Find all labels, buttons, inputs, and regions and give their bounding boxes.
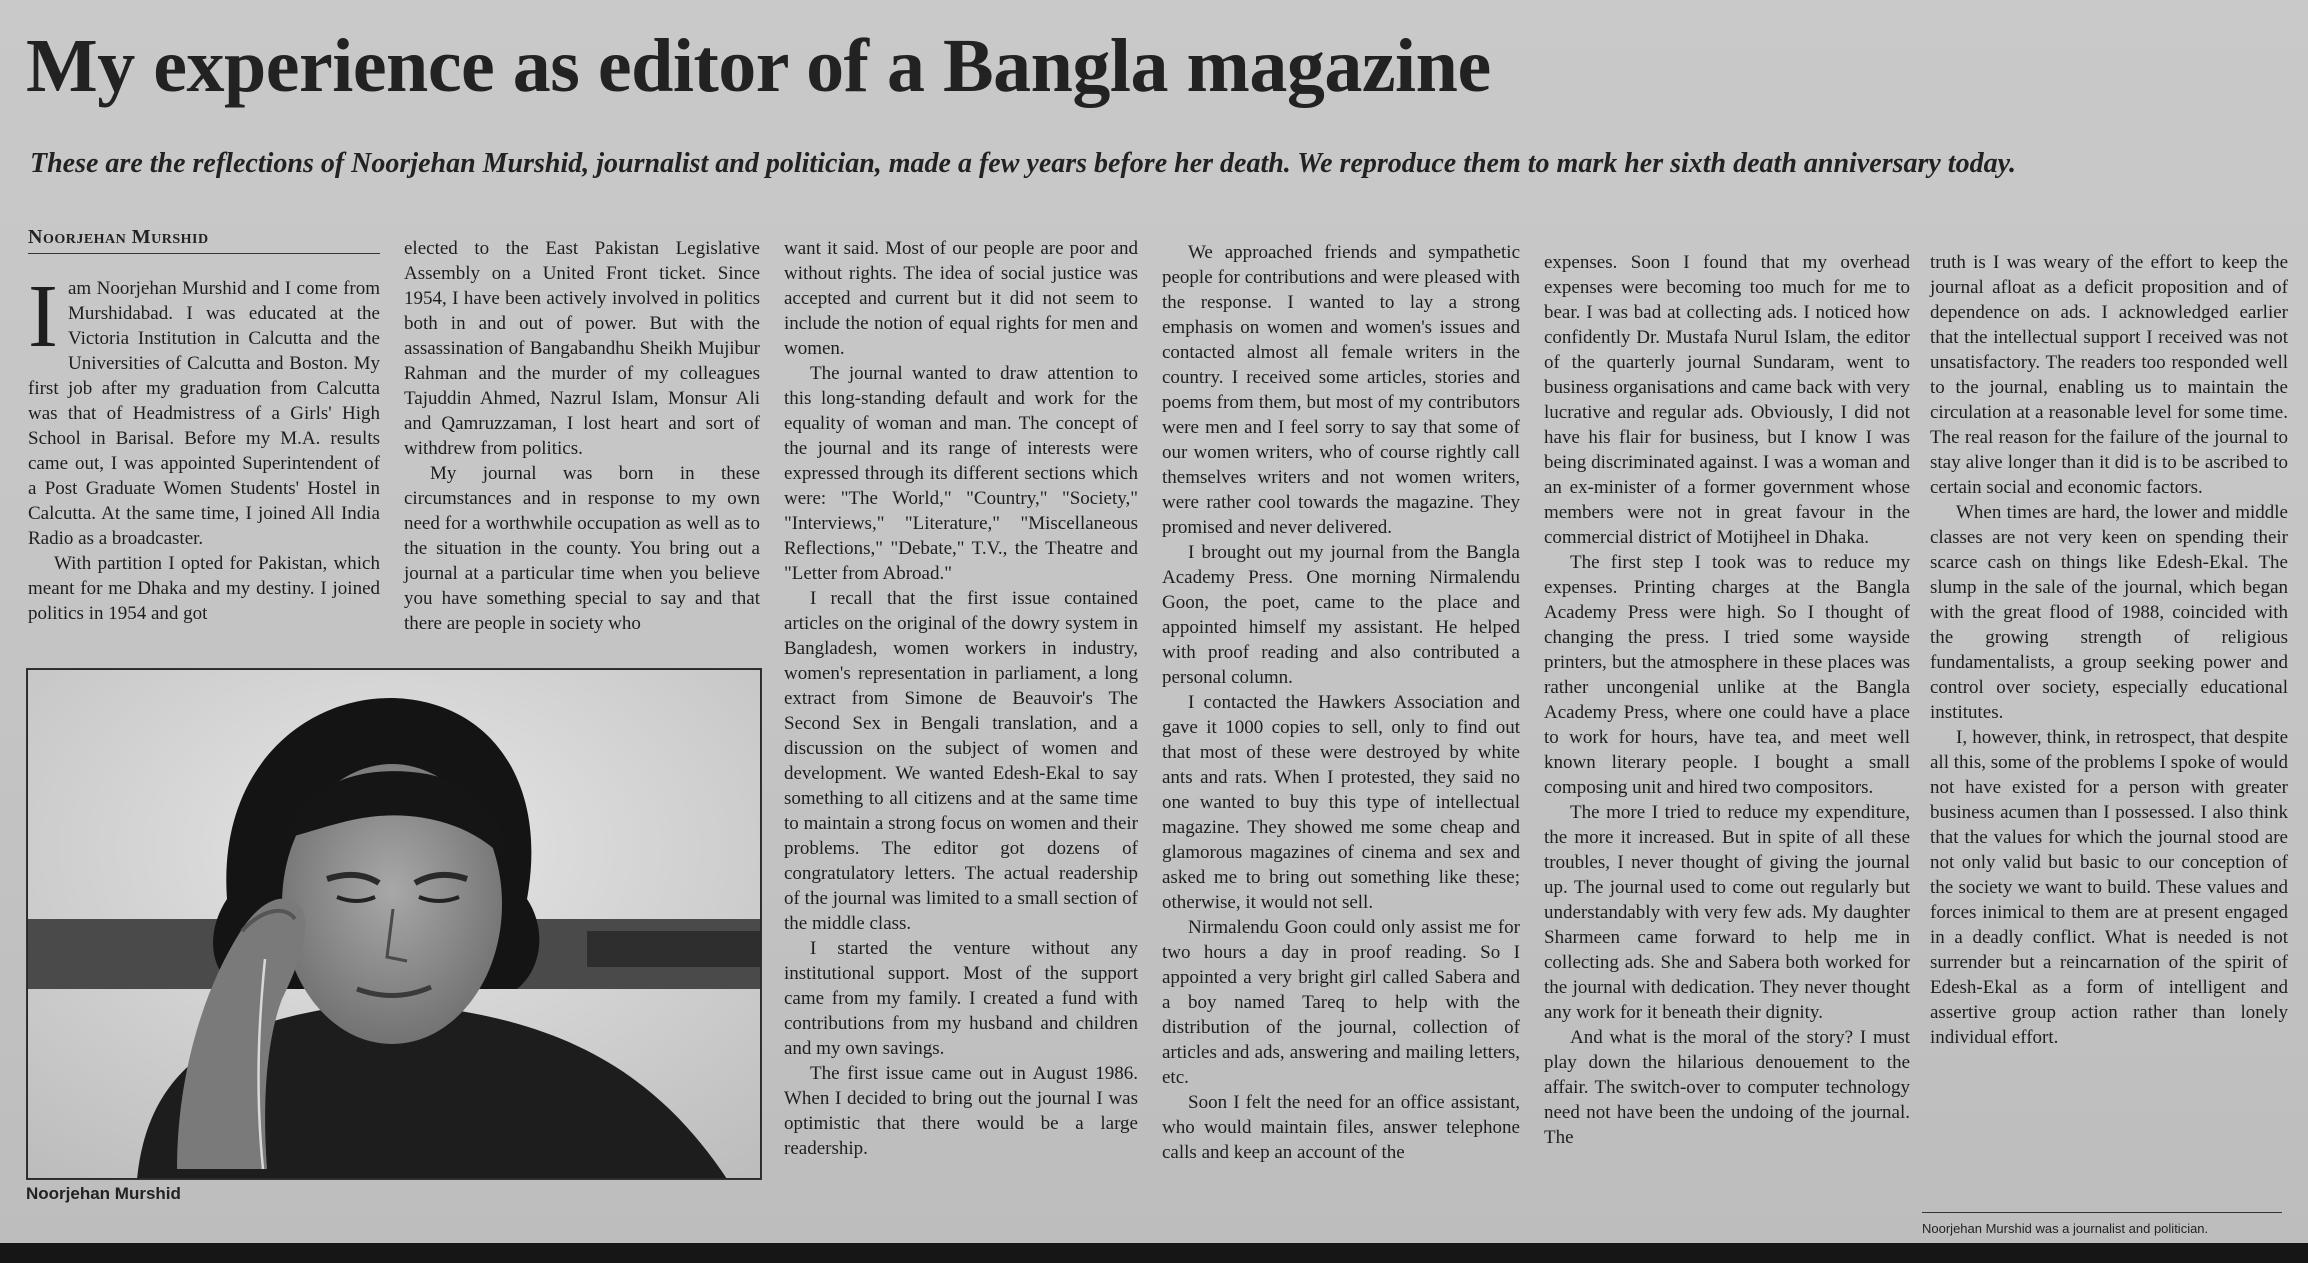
paragraph: truth is I was weary of the effort to keep the journal afloat as a deficit proposition and of dependence on ads. I acknowledged earlier that the intellectual support I received was not unsatisfactory. The readers too responded well to the journal, enabling us to maintain the circulation at a reasonable level for some time. The real reason for the failure of the journal to stay alive longer than it did is to be ascribed to certain social and economic factors. — [1930, 252, 2288, 498]
article-column-5 — [1544, 250, 1910, 1230]
paragraph: I brought out my journal from the Bangla Academy Press. One morning Nirmalendu Goon, the poet, came to the place and appointed himself my assistant. He helped with proof reading and also contributed a personal column. — [1162, 542, 1520, 688]
paragraph: I recall that the first issue contained articles on the original of the dowry system in Bangladesh, women workers in industry, women's representation in parliament, a long extract from Simone de Beauvoir's The Second Sex in Bengali translation, and a discussion on the subject of women and development. We wanted Edesh-Ekal to say something to all citizens and at the same time to maintain a strong focus on women and their problems. The editor got dozens of congratulatory letters. The actual readership of the journal was limited to a small section of the middle class. — [784, 588, 1138, 934]
paragraph: With partition I opted for Pakistan, which meant for me Dhaka and my destiny. I joined politics in 1954 and got — [28, 553, 380, 624]
headline: My experience as editor of a Bangla magazine — [26, 24, 1491, 108]
paragraph: The first issue came out in August 1986. When I decided to bring out the journal I was optimistic that there would be a large readership. — [784, 1063, 1138, 1159]
article-column-3 — [784, 236, 1138, 1226]
paragraph: The more I tried to reduce my expenditure, the more it increased. But in spite of all these troubles, I never thought of giving the journal up. The journal used to come out regularly but understandably with very few ads. My daughter Sharmeen came forward to help me in collecting ads. She and Sabera both worked for the journal with dedication. They never thought any work for it beneath their dignity. — [1544, 802, 1910, 1023]
portrait-image — [27, 669, 761, 1179]
paragraph: expenses. Soon I found that my overhead expenses were becoming too much for me to bear. I was bad at collecting ads. I noticed how confidently Dr. Mustafa Nurul Islam, the editor of the quarterly journal Sundaram, went to business organisations and came back with very lucrative and regular ads. Obviously, I did not have his flair for business, but I know I was being discriminated against. I was a woman and an ex-minister of a former government whose members were not in great favour in the commercial district of Motijheel in Dhaka. — [1544, 252, 1910, 548]
article-column-4 — [1162, 240, 1520, 1230]
photo-caption: Noorjehan Murshid — [26, 1184, 181, 1203]
paragraph: We approached friends and sympathetic people for contributions and were pleased with the response. I wanted to lay a strong emphasis on women and women's issues and contacted almost all female writers in the country. I received some articles, stories and poems from them, but most of my contributors were men and I feel sorry to say that some of our women writers, who of course rightly call themselves writers and not women writers, were rather cool towards the magazine. They promised and never delivered. — [1162, 242, 1520, 538]
article-column-6 — [1930, 250, 2288, 1200]
paragraph — [28, 267, 380, 551]
author-footnote: Noorjehan Murshid was a journalist and politician. — [1922, 1212, 2282, 1236]
paragraph: The first step I took was to reduce my expenses. Printing charges at the Bangla Academy Press were high. So I thought of changing the press. I tried some wayside printers, but the atmosphere in these places was rather uncongenial unlike at the Bangla Academy Press, where one could have a place to work for hours, have tea, and meet well known literary people. I bought a small composing unit and hired two compositors. — [1544, 552, 1910, 798]
paragraph-text: am Noorjehan Murshid and I come from Murshidabad. I was educated at the Victoria Institution in Calcutta and the Universities of Calcutta and Boston. My first job after my graduation from Calcutta was that of Headmistress of a Girls' High School in Barisal. Before my M.A. results came out, I was appointed Superintendent of a Post Graduate Women Students' Hostel in Calcutta. At the same time, I joined All India Radio as a broadcaster. — [28, 278, 380, 549]
standfirst: These are the reflections of Noorjehan Murshid, journalist and politician, made a few years before her death. We reproduce them to mark her sixth death anniversary today. — [30, 148, 2016, 179]
paragraph: Nirmalendu Goon could only assist me for two hours a day in proof reading. So I appointed a very bright girl called Sabera and a boy named Tareq to help with the distribution of the journal, collection of articles and ads, answering and mailing letters, etc. — [1162, 917, 1520, 1088]
article-column-1 — [28, 267, 380, 656]
page-bottom-edge — [0, 1243, 2308, 1263]
paragraph: I contacted the Hawkers Association and gave it 1000 copies to sell, only to find out that most of these were destroyed by white ants and rats. When I protested, they said no one wanted to buy this type of intellectual magazine. They showed me some cheap and glamorous magazines of cinema and sex and asked me to bring out something like these; otherwise, it would not sell. — [1162, 692, 1520, 913]
paragraph: elected to the East Pakistan Legislative Assembly on a United Front ticket. Since 1954, I have been actively involved in politics both in and out of power. But with the assassination of Bangabandhu Sheikh Mujibur Rahman and the murder of my colleagues Tajuddin Ahmed, Nazrul Islam, Monsur Ali and Qamruzzaman, I lost heart and sort of withdrew from politics. — [404, 238, 760, 459]
drop-cap: I — [28, 267, 58, 366]
paragraph: The journal wanted to draw attention to this long-standing default and work for the equality of woman and man. The concept of the journal and its range of interests were expressed through its different sections which were: "The World," "Country," "Society," "Interviews," "Literature," "Miscellaneous Reflections," "Debate," T.V., the Theatre and "Letter from Abroad." — [784, 363, 1138, 584]
paragraph: want it said. Most of our people are poor and without rights. The idea of social justice was accepted and current but it did not seem to include the notion of equal rights for men and women. — [784, 238, 1138, 359]
paragraph: When times are hard, the lower and middle classes are not very keen on spending their scarce cash on things like Edesh-Ekal. The slump in the sale of the journal, which began with the great flood of 1988, coincided with the growing strength of religious fundamentalists, a group seeking power and control over society, especially educational institutes. — [1930, 502, 2288, 723]
portrait-photo — [26, 668, 762, 1180]
paragraph: My journal was born in these circumstances and in response to my own need for a worthwhile occupation as well as to the situation in the county. You bring out a journal at a particular time when you believe you have something special to say and that there are people in society who — [404, 463, 760, 634]
paragraph: I started the venture without any institutional support. Most of the support came from my family. I created a fund with contributions from my husband and children and my own savings. — [784, 938, 1138, 1059]
paragraph: And what is the moral of the story? I must play down the hilarious denouement to the affair. The switch-over to computer technology need not have been the undoing of the journal. The — [1544, 1027, 1910, 1148]
paragraph: I, however, think, in retrospect, that despite all this, some of the problems I spoke of would not have existed for a person with greater business acumen than I possessed. I also think that the values for which the journal stood are not only valid but basic to our conception of the society we want to build. These values and forces inimical to them are at present engaged in a deadly conflict. What is needed is not surrender but a reincarnation of the spirit of Edesh-Ekal as a form of intelligent and assertive group action rather than lonely individual effort. — [1930, 727, 2288, 1048]
article-column-2 — [404, 236, 760, 656]
paragraph: Soon I felt the need for an office assistant, who would maintain files, answer telephone calls and keep an account of the — [1162, 1092, 1520, 1163]
byline: Noorjehan Murshid — [28, 226, 380, 254]
